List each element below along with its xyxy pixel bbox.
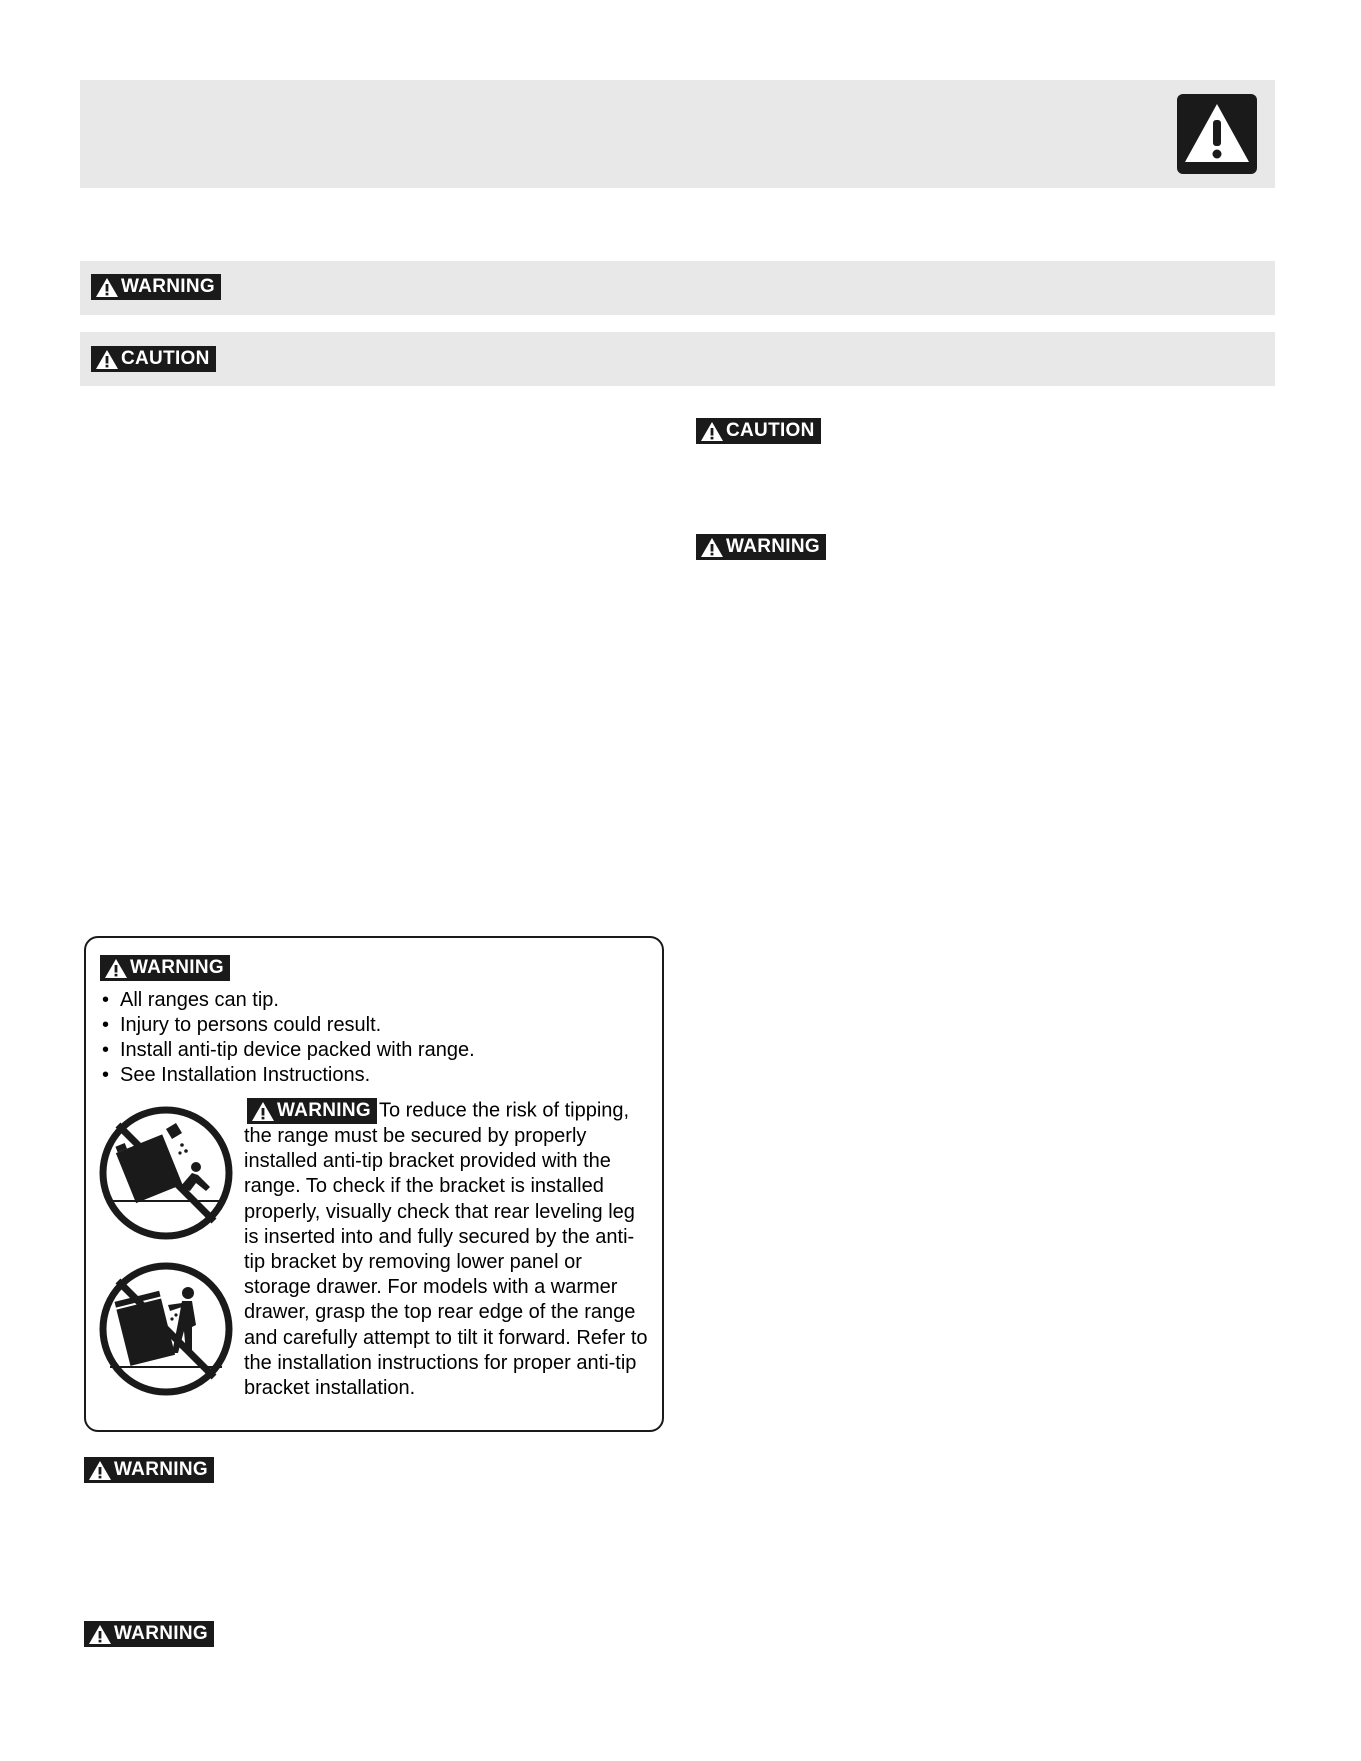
list-item: • See Installation Instructions. [100, 1063, 475, 1088]
caution-definition-bar [80, 332, 1275, 386]
range-tipping-pictogram [96, 1103, 236, 1243]
alert-triangle-icon [95, 349, 119, 370]
warning-definition-bar [80, 261, 1275, 315]
header-band [80, 80, 1275, 188]
list-item: • All ranges can tip. [100, 988, 475, 1013]
anti-tip-paragraph [244, 1098, 654, 1401]
anti-tip-bullet-list [100, 988, 475, 1088]
alert-triangle-icon [88, 1624, 112, 1645]
alert-triangle-icon [104, 958, 128, 979]
caution-label: CAUTION [91, 346, 216, 372]
alert-triangle-icon [95, 277, 119, 298]
warning-label: WARNING [84, 1457, 214, 1483]
warning-exclamation-icon [1177, 94, 1257, 174]
anti-tip-paragraph-text: To reduce the risk of tipping, the range must be secured by properly installed anti-tip bracket provided with the range. To check if the bracket is installed properly, visually check that rear leveling leg is inserted into and fully secured by the anti-tip bracket by removing lower panel or storage drawer. For models with a warmer drawer, grasp the top rear edge of the range and carefully attempt to tilt it forward. Refer to the installation instructions for proper anti-tip bracket installation. [244, 1099, 648, 1400]
warning-label: WARNING [84, 1621, 214, 1647]
child-climbing-range-pictogram [96, 1259, 236, 1399]
alert-triangle-icon [700, 421, 724, 442]
warning-label: WARNING [247, 1098, 377, 1124]
alert-triangle-icon [700, 537, 724, 558]
caution-label: CAUTION [696, 418, 821, 444]
anti-tip-warning-box [84, 936, 664, 1432]
warning-label: WARNING [696, 534, 826, 560]
list-item: • Injury to persons could result. [100, 1013, 475, 1038]
warning-label: WARNING [91, 274, 221, 300]
list-item: • Install anti-tip device packed with range. [100, 1038, 475, 1063]
alert-triangle-icon [251, 1101, 275, 1122]
alert-triangle-icon [88, 1460, 112, 1481]
warning-label: WARNING [100, 955, 230, 981]
